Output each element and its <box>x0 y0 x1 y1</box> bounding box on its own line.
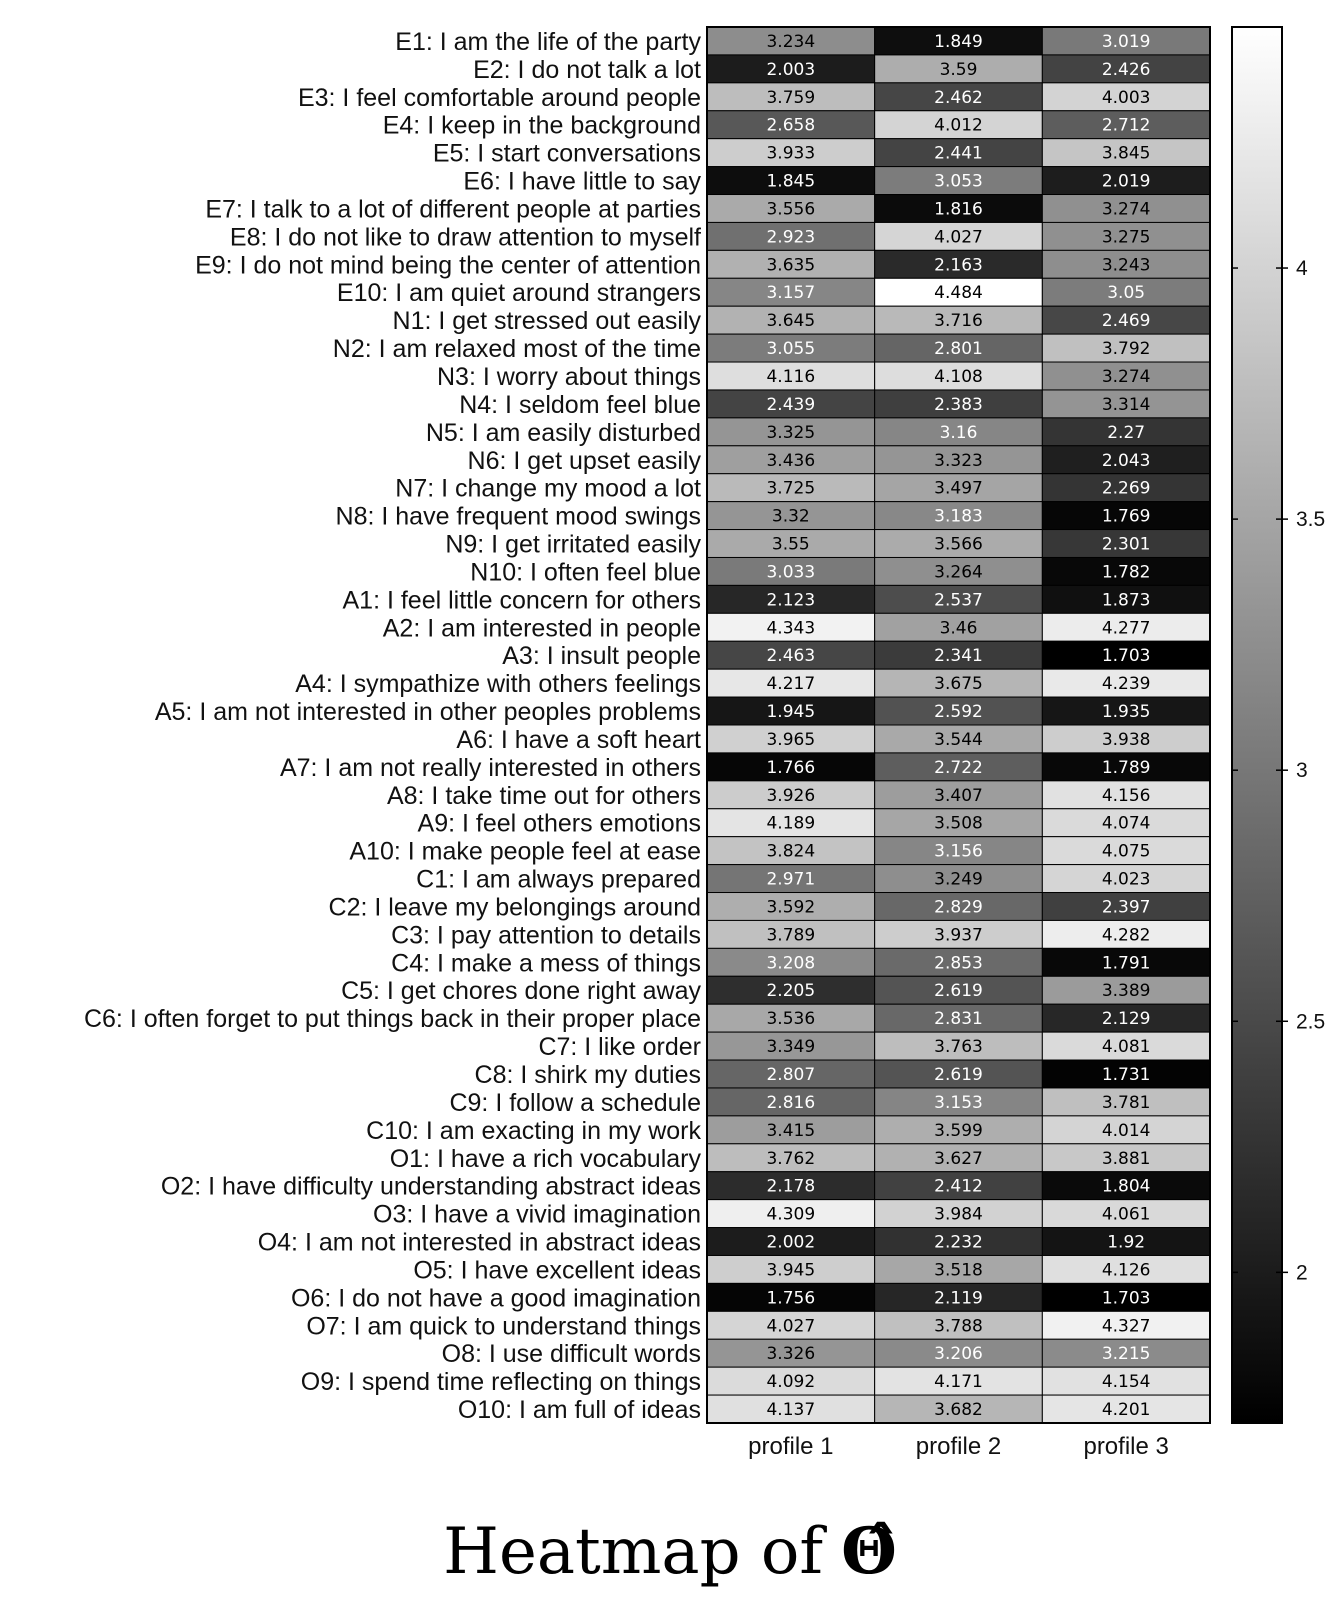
row-label: C7: I like order <box>538 1033 701 1062</box>
row-label: C5: I get chores done right away <box>341 977 701 1006</box>
cell-value-label: 4.081 <box>1101 1037 1151 1058</box>
colorbar-tick-label: 4 <box>1296 257 1308 281</box>
row-label: E8: I do not like to draw attention to myself <box>229 223 701 252</box>
cell-value-label: 2.27 <box>1107 422 1146 443</box>
cell-value-label: 3.206 <box>934 1344 983 1365</box>
cell-value-label: 1.766 <box>766 757 816 778</box>
cell-value-label: 4.137 <box>766 1400 816 1421</box>
row-label: O4: I am not interested in abstract ideas <box>257 1228 701 1257</box>
cell-value-label: 2.923 <box>766 227 816 248</box>
cell-value-label: 2.341 <box>934 646 983 667</box>
cell-value-label: 2.469 <box>1101 311 1151 332</box>
cell-value-label: 4.108 <box>934 367 983 387</box>
row-label: O7: I am quick to understand things <box>306 1312 701 1341</box>
cell-value-label: 4.277 <box>1101 618 1151 639</box>
colorbar-tick-label: 3 <box>1296 759 1308 783</box>
row-label: O3: I have a vivid imagination <box>373 1200 701 1229</box>
row-label: A3: I insult people <box>502 642 701 671</box>
cell-value-label: 3.183 <box>934 506 983 527</box>
cell-value-label: 4.282 <box>1101 925 1151 946</box>
cell-value-label: 3.556 <box>766 199 816 220</box>
cell-value-label: 3.566 <box>934 534 983 555</box>
row-label: A10: I make people feel at ease <box>349 837 701 866</box>
cell-value-label: 1.816 <box>934 199 983 220</box>
cell-value-label: 4.116 <box>766 367 816 387</box>
cell-value-label: 2.853 <box>934 953 983 974</box>
cell-value-label: 3.053 <box>934 171 983 192</box>
cell-value-label: 3.274 <box>1101 367 1151 387</box>
row-label: C6: I often forget to put things back in their proper place <box>83 1005 701 1034</box>
column-label: profile 1 <box>748 1433 834 1460</box>
cell-value-label: 3.415 <box>766 1120 816 1141</box>
cell-value-label: 4.126 <box>1101 1260 1151 1281</box>
cell-value-label: 3.497 <box>934 478 983 499</box>
row-label: N2: I am relaxed most of the time <box>332 335 701 364</box>
cell-value-label: 3.544 <box>934 729 983 750</box>
row-label: C9: I follow a schedule <box>449 1088 701 1117</box>
row-label: N6: I get upset easily <box>467 446 701 475</box>
cell-value-label: 3.156 <box>934 841 983 862</box>
cell-value-label: 3.788 <box>934 1316 983 1337</box>
cell-value-label: 3.845 <box>1101 143 1151 164</box>
row-label: O1: I have a rich vocabulary <box>389 1144 701 1173</box>
cell-value-label: 4.074 <box>1101 813 1151 834</box>
cell-value-label: 3.536 <box>766 1009 816 1030</box>
cell-value-label: 3.763 <box>934 1037 983 1058</box>
row-label: O6: I do not have a good imagination <box>290 1284 701 1313</box>
cell-value-label: 3.055 <box>766 339 816 360</box>
cell-value-label: 2.831 <box>934 1009 983 1030</box>
cell-value-label: 1.873 <box>1101 590 1151 611</box>
cell-value-label: 3.682 <box>934 1400 983 1421</box>
row-label: O2: I have difficulty understanding abstract ideas <box>160 1172 701 1201</box>
cell-value-label: 2.619 <box>934 1065 983 1085</box>
cell-value-label: 4.201 <box>1101 1400 1151 1421</box>
cell-value-label: 2.712 <box>1101 115 1151 136</box>
cell-value-label: 4.154 <box>1101 1372 1151 1393</box>
row-label: E3: I feel comfortable around people <box>297 83 701 112</box>
cell-value-label: 4.012 <box>934 115 983 136</box>
row-label: N8: I have frequent mood swings <box>335 502 701 531</box>
cell-value-label: 3.781 <box>1101 1092 1151 1113</box>
cell-value-label: 2.537 <box>934 590 983 611</box>
cell-value-label: 3.938 <box>1101 729 1151 750</box>
cell-value-label: 3.716 <box>934 311 983 332</box>
cell-value-label: 2.439 <box>766 394 816 415</box>
cell-value-label: 3.984 <box>934 1204 983 1225</box>
cell-value-label: 1.703 <box>1101 1288 1151 1309</box>
column-label: profile 2 <box>915 1433 1002 1460</box>
row-label: A8: I take time out for others <box>386 781 701 810</box>
row-label: E2: I do not talk a lot <box>473 55 701 84</box>
column-labels <box>748 1433 1169 1460</box>
row-label: A1: I feel little concern for others <box>342 586 701 615</box>
chart-title: Heatmap of Θ̂ <box>443 1514 897 1589</box>
cell-value-label: 2.397 <box>1101 897 1151 918</box>
row-label: N5: I am easily disturbed <box>425 418 701 447</box>
colorbar-gradient <box>1232 27 1282 1423</box>
row-label: E10: I am quiet around strangers <box>336 279 701 308</box>
cell-value-label: 2.163 <box>934 255 983 276</box>
cell-value-label: 3.215 <box>1101 1344 1151 1365</box>
row-label: A7: I am not really interested in others <box>279 753 701 782</box>
cell-value-label: 2.463 <box>766 646 816 667</box>
cell-value-label: 3.965 <box>766 729 816 750</box>
cell-value-label: 3.55 <box>771 534 810 555</box>
cell-value-label: 3.389 <box>1101 981 1151 1002</box>
row-label: O8: I use difficult words <box>441 1340 701 1369</box>
cell-value-label: 3.019 <box>1101 31 1151 52</box>
cell-value-label: 1.791 <box>1101 953 1151 974</box>
cell-value-label: 3.759 <box>766 87 816 108</box>
row-label: A6: I have a soft heart <box>456 725 701 754</box>
row-label: N4: I seldom feel blue <box>459 390 701 419</box>
cell-value-label: 2.205 <box>766 981 816 1002</box>
row-label: C10: I am exacting in my work <box>366 1116 701 1145</box>
cell-value-label: 4.171 <box>934 1372 983 1393</box>
cell-value-label: 3.599 <box>934 1120 983 1141</box>
cell-value-label: 2.019 <box>1101 171 1151 192</box>
cell-value-label: 3.635 <box>766 255 816 276</box>
cell-value-label: 1.804 <box>1101 1176 1151 1197</box>
cell-value-label: 2.462 <box>934 87 983 108</box>
row-label: A9: I feel others emotions <box>417 809 701 838</box>
cell-value-label: 1.769 <box>1101 506 1151 527</box>
cell-value-label: 2.269 <box>1101 478 1151 499</box>
cell-value-label: 3.32 <box>771 506 810 527</box>
cell-value-label: 3.508 <box>934 813 983 834</box>
cell-value-label: 3.16 <box>939 422 978 443</box>
cell-value-label: 1.756 <box>766 1288 816 1309</box>
cell-value-label: 2.592 <box>934 702 983 723</box>
row-label: E5: I start conversations <box>432 139 701 168</box>
cell-value-label: 4.027 <box>934 227 983 248</box>
column-label: profile 3 <box>1083 1433 1169 1460</box>
row-label: O5: I have excellent ideas <box>413 1256 701 1285</box>
cell-value-label: 1.849 <box>934 31 983 52</box>
cell-value-label: 3.326 <box>766 1344 816 1365</box>
cell-value-label: 3.792 <box>1101 339 1151 360</box>
colorbar-tick-label: 2 <box>1296 1261 1308 1285</box>
cell-value-label: 2.123 <box>766 590 816 611</box>
cell-value-label: 3.926 <box>766 785 816 806</box>
cell-value-label: 4.343 <box>766 618 816 639</box>
cell-value-label: 3.46 <box>939 618 978 639</box>
row-label: A4: I sympathize with others feelings <box>295 670 701 699</box>
cell-value-label: 3.945 <box>766 1260 816 1281</box>
cell-value-label: 3.314 <box>1101 394 1151 415</box>
cell-value-label: 1.789 <box>1101 757 1151 778</box>
cell-value-label: 4.309 <box>766 1204 816 1225</box>
cell-value-label: 3.234 <box>766 31 816 52</box>
cell-value-label: 3.592 <box>766 897 816 918</box>
cell-value-label: 2.119 <box>934 1288 983 1309</box>
cell-value-label: 3.518 <box>934 1260 983 1281</box>
cell-value-label: 4.484 <box>934 283 983 304</box>
cell-value-label: 1.703 <box>1101 646 1151 667</box>
cell-value-label: 1.945 <box>766 702 816 723</box>
row-label: A2: I am interested in people <box>382 614 701 643</box>
cell-value-label: 3.349 <box>766 1037 816 1058</box>
cell-value-label: 2.129 <box>1101 1009 1151 1030</box>
colorbar-tick-label: 3.5 <box>1296 508 1326 532</box>
cell-value-label: 4.217 <box>766 674 816 695</box>
row-label: C3: I pay attention to details <box>391 921 701 950</box>
cell-value-label: 4.092 <box>766 1372 816 1393</box>
row-label: C4: I make a mess of things <box>391 949 701 978</box>
cell-value-label: 2.722 <box>934 757 983 778</box>
cell-value-label: 4.061 <box>1101 1204 1151 1225</box>
row-label: N3: I worry about things <box>436 363 701 391</box>
cell-value-label: 3.933 <box>766 143 816 164</box>
cell-value-label: 3.436 <box>766 450 816 471</box>
cell-value-label: 3.824 <box>766 841 816 862</box>
cell-value-label: 2.658 <box>766 115 816 136</box>
colorbar-tick-label: 2.5 <box>1296 1010 1326 1034</box>
cell-value-label: 4.027 <box>766 1316 816 1337</box>
row-label: N1: I get stressed out easily <box>392 307 701 336</box>
cell-value-label: 3.789 <box>766 925 816 946</box>
cell-value-label: 3.762 <box>766 1148 816 1169</box>
row-label: N10: I often feel blue <box>470 558 701 587</box>
cell-value-label: 2.178 <box>766 1176 816 1197</box>
cell-value-label: 1.845 <box>766 171 816 192</box>
cell-value-label: 2.971 <box>766 869 816 890</box>
cell-value-label: 4.327 <box>1101 1316 1151 1337</box>
cell-value-label: 4.023 <box>1101 869 1151 890</box>
cell-value-label: 3.274 <box>1101 199 1151 220</box>
cell-value-label: 2.829 <box>934 897 983 918</box>
cell-value-label: 2.043 <box>1101 450 1151 471</box>
cell-value-label: 1.731 <box>1101 1065 1151 1085</box>
cell-value-label: 1.782 <box>1101 562 1151 583</box>
heatmap-cells <box>707 27 1210 1423</box>
cell-value-label: 4.014 <box>1101 1120 1151 1141</box>
cell-value-label: 3.937 <box>934 925 983 946</box>
row-label: C2: I leave my belongings around <box>328 893 701 922</box>
cell-value-label: 2.807 <box>766 1065 816 1085</box>
row-label: E4: I keep in the background <box>382 111 701 140</box>
cell-value-label: 3.157 <box>766 283 816 304</box>
cell-value-label: 4.189 <box>766 813 816 834</box>
cell-value-label: 3.59 <box>939 59 978 80</box>
cell-value-label: 3.323 <box>934 450 983 471</box>
cell-value-label: 2.426 <box>1101 59 1151 80</box>
cell-value-label: 1.92 <box>1107 1232 1146 1253</box>
cell-value-label: 2.232 <box>934 1232 983 1253</box>
cell-value-label: 2.301 <box>1101 534 1151 555</box>
cell-value-label: 3.645 <box>766 311 816 332</box>
cell-value-label: 3.264 <box>934 562 983 583</box>
row-label: E6: I have little to say <box>463 167 701 196</box>
cell-value-label: 3.627 <box>934 1148 983 1169</box>
cell-value-label: 2.441 <box>934 143 983 164</box>
row-label: E7: I talk to a lot of different people at parties <box>205 195 701 224</box>
cell-value-label: 2.002 <box>766 1232 816 1253</box>
cell-value-label: 2.801 <box>934 339 983 360</box>
cell-value-label: 4.156 <box>1101 785 1151 806</box>
row-label: N9: I get irritated easily <box>445 530 701 559</box>
row-label: O9: I spend time reflecting on things <box>300 1368 701 1397</box>
cell-value-label: 3.325 <box>766 422 816 443</box>
row-label: C1: I am always prepared <box>416 865 701 894</box>
cell-value-label: 2.412 <box>934 1176 983 1197</box>
cell-value-label: 3.881 <box>1101 1148 1151 1169</box>
cell-value-label: 4.075 <box>1101 841 1151 862</box>
cell-value-label: 3.725 <box>766 478 816 499</box>
cell-value-label: 3.05 <box>1107 283 1146 304</box>
cell-value-label: 3.249 <box>934 869 983 890</box>
row-label: C8: I shirk my duties <box>474 1061 701 1089</box>
cell-value-label: 1.935 <box>1101 702 1151 723</box>
cell-value-label: 3.243 <box>1101 255 1151 276</box>
cell-value-label: 3.407 <box>934 785 983 806</box>
cell-value-label: 2.383 <box>934 394 983 415</box>
cell-value-label: 3.275 <box>1101 227 1151 248</box>
cell-value-label: 2.816 <box>766 1092 816 1113</box>
cell-value-label: 2.003 <box>766 59 816 80</box>
row-labels <box>84 28 702 1424</box>
row-label: E9: I do not mind being the center of attention <box>195 251 701 280</box>
row-label: N7: I change my mood a lot <box>395 474 701 503</box>
cell-value-label: 3.208 <box>766 953 816 974</box>
cell-value-label: 4.239 <box>1101 674 1151 695</box>
row-label: O10: I am full of ideas <box>457 1396 701 1425</box>
cell-value-label: 2.619 <box>934 981 983 1002</box>
cell-value-label: 3.033 <box>766 562 816 583</box>
row-label: A5: I am not interested in other peoples problems <box>154 698 701 727</box>
row-label: E1: I am the life of the party <box>395 27 701 56</box>
cell-value-label: 3.675 <box>934 674 983 695</box>
cell-value-label: 4.003 <box>1101 87 1151 108</box>
colorbar <box>1232 27 1325 1423</box>
cell-value-label: 3.153 <box>934 1092 983 1113</box>
